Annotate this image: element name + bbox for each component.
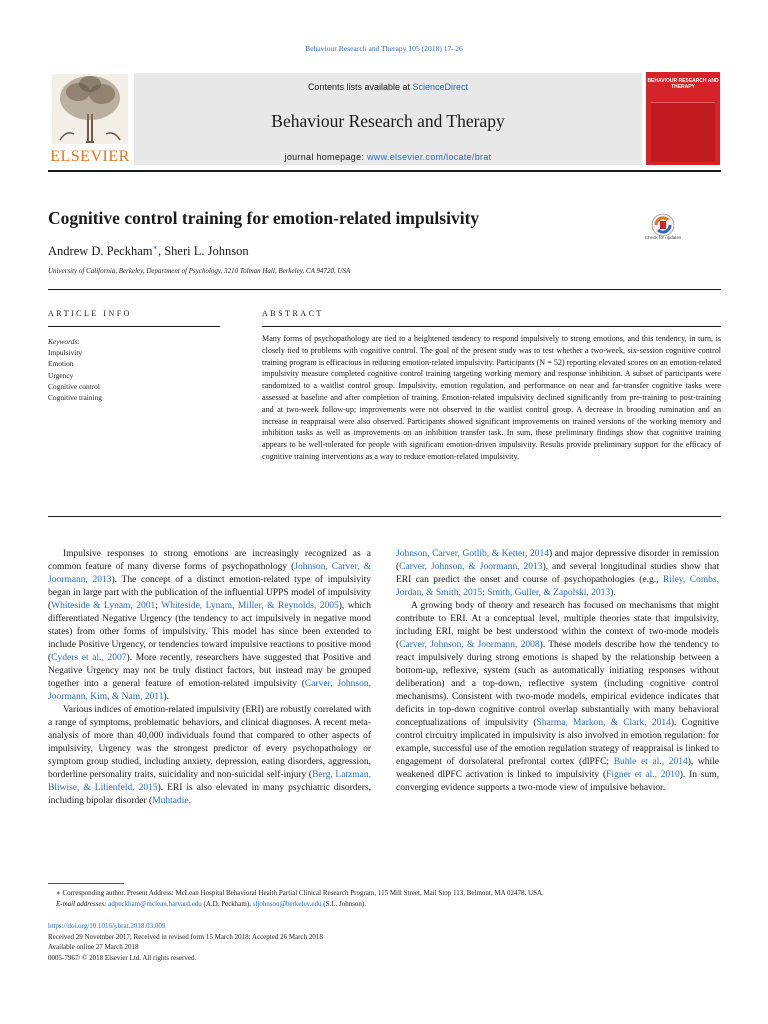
cover-title: BEHAVIOUR RESEARCH AND THERAPY	[647, 78, 719, 90]
citation-link[interactable]: Sharma, Markon, & Clark, 2014	[536, 718, 671, 728]
received-dates: Received 29 November 2017; Received in revised form 15 March 2018; Accepted 26 March 2018	[48, 932, 323, 941]
citation-link[interactable]: Carver, Johnson, & Joormann, 2013	[399, 562, 543, 572]
check-for-updates-label[interactable]: Check for updates	[644, 235, 682, 240]
cover-artwork	[651, 102, 715, 162]
citation-link[interactable]: Carver, Johnson, Joormann, Kim, & Nam, 2011	[48, 679, 371, 702]
citation-link[interactable]: Muhtadie,	[152, 796, 192, 806]
email-label: E-mail addresses:	[56, 899, 107, 908]
doi-link[interactable]: https://doi.org/10.1016/j.brat.2018.03.009	[48, 922, 166, 930]
elsevier-wordmark[interactable]: ELSEVIER	[50, 148, 130, 165]
body-column-left	[48, 548, 371, 808]
citation-link[interactable]: Buhle et al., 2014	[613, 757, 688, 767]
abstract-heading: ABSTRACT	[262, 309, 324, 318]
homepage-link[interactable]: www.elsevier.com/locate/brat	[367, 152, 492, 162]
article-title: Cognitive control training for emotion-related impulsivity	[48, 208, 480, 228]
email-link[interactable]: adpeckham@mclean.harvard.edu	[108, 899, 202, 908]
journal-masthead	[48, 70, 721, 167]
journal-info-band	[134, 73, 642, 165]
body-paragraph: A growing body of theory and research has focused on mechanisms that might contribute to ERI. At a conceptual level, multiple theories state that impulsivity, including ERI, might be best understood within the context of two-mode models (Carver, Johnson, & Joormann, 2008). These models describe how the tendency to react impulsively during strong emotions is shaped by the relationship between a bottom-up, reflexive, system (such as automatically initiating responses without deliberation) and a top-down, reflective system (including cognitive control mechanisms). Consistent with two-mode models, empirical evidence indicates that deficits in top-down cognitive control overlap substantially with many behavioral conceptualizations of impulsivity (Sharma, Markon, & Clark, 2014). Cognitive control circuitry implicated in impulsivity is also involved in emotion regulation: for example, successful use of the emotion regulation strategy of reappraisal is linked to engagement of dorsolateral prefrontal cortex (dlPFC; Buhle et al., 2014), while weakened dlPFC activation is linked to impulsivity (Figner et al., 2010). In sum, converging evidence supports a two-mode view of impulsive behavior.	[396, 601, 720, 793]
keyword-item: Impulsivity	[48, 348, 83, 358]
keyword-item: Cognitive control	[48, 381, 100, 391]
author-name[interactable]: Andrew D. Peckham	[48, 244, 153, 259]
citation-link[interactable]: Cyders et al., 2007	[51, 653, 127, 663]
check-for-updates-icon[interactable]	[642, 211, 684, 257]
body-paragraph: Johnson, Carver, Gotlib, & Ketter, 2014) and major depressive disorder in remission (Carver, Johnson, & Joormann, 2013), and several longitudinal studies show that ERI can predict the onset and course of psychopathologies (e.g., Riley, Combs, Jordan, & Smith, 2015; Smith, Guller, & Zapolski, 2013).	[396, 549, 720, 598]
abstract-text: Many forms of psychopathology are tied to a heightened tendency to respond impulsively to strong emotions, and this tendency, in turn, is closely tied to problems with cognitive control. The goal of the present study was to test whether a two-week, six-session cognitive control training program is efficacious in reducing emotion-related impulsivity. Participants (N = 52) reporting elevated scores on an emotion-related impulsivity measure completed cognitive control training targeting working memory and response inhibition. A subset of participants were randomized to a waitlist control group. Impulsivity, emotion regulation, and performance on near and far-transfer cognitive tasks were assessed at baseline and after completion of training. Emotion-related impulsivity declined significantly from pre-training to post-training and at two-week follow-up; improvements were not observed in the waitlist control group. A decrease in brooding rumination and an increase in reappraisal were also observed. Participants showed significant improvements on trained versions of the working memory and inhibition tasks as well as improvements on an inhibition transfer task. In sum, these preliminary findings show that cognitive training appears to be well-tolerated for people with significant emotion-driven impulsivity. Results provide preliminary support for the efficacy of cognitive training interventions as a way to reduce emotion-related impulsivity.	[262, 334, 721, 461]
article-info-heading: ARTICLE INFO	[48, 309, 132, 318]
corresponding-author-note: ∗ Corresponding author. Present Address: McLean Hospital Behavioral Health Partial Clinical Research Program, 115 Mill Street, Mail Stop 113, Belmont, MA 02478, USA.	[56, 889, 544, 897]
journal-homepage-line	[134, 152, 642, 162]
copyright: 0005-7967/ © 2018 Elsevier Ltd. All rights reserved.	[48, 953, 197, 962]
citation-link[interactable]: Smith, Guller, & Zapolski, 2013	[487, 588, 611, 598]
body-paragraph: Impulsive responses to strong emotions are increasingly recognized as a common feature of many diverse forms of psychopathology (Johnson, Carver, & Joormann, 2013). The concept of a distinct emotion-related type of impulsivity began in large part with the publication of the influential UPPS model of impulsivity (Whiteside & Lynam, 2001; Whiteside, Lynam, Miller, & Reynolds, 2005), which differentiated Negative Urgency (the tendency to act impulsively in negative mood states) from other forms of impulsivity. This model has since been extended to include Positive Urgency, or tendencies toward impulsive reactions to positive mood (Cyders et al., 2007). More recently, researchers have suggested that Positive and Negative Urgency may not be truly distinct factors, but instead may be grouped together into a general feature of emotion-related impulsivity (Carver, Johnson, Joormann, Kim, & Nam, 2011).	[48, 549, 372, 702]
publication-info	[48, 921, 323, 963]
citation-link[interactable]: Figner et al., 2010	[606, 770, 680, 780]
info-bottom-divider	[48, 516, 721, 517]
citation-link[interactable]: Johnson, Carver, & Joormann, 2013	[48, 562, 372, 585]
citation-link[interactable]: Riley, Combs, Jordan, & Smith, 2015	[396, 575, 719, 598]
body-paragraph: Various indices of emotion-related impulsivity (ERI) are robustly correlated with a range of symptoms, problematic behaviors, and clinical diagnoses. A recent meta-analysis of more than 40,000 individuals found that compared to other aspects of impulsivity, Urgency was the strongest predictor of every psychopathology or symptom group studied, including anxiety, depression, eating disorders, aggression, borderline personality traits, suicidality and non-suicidal self-injury (Berg, Latzman, Bliwise, & Lilienfeld, 2015). ERI is also elevated in many psychiatric disorders, including bipolar disorder (Muhtadie,	[48, 705, 371, 806]
author-separator: ,	[157, 244, 165, 259]
keyword-item: Cognitive training	[48, 393, 102, 403]
author-name[interactable]: Sheri L. Johnson	[164, 244, 249, 259]
citation-link[interactable]: Whiteside, Lynam, Miller, & Reynolds, 2005	[161, 601, 339, 611]
citation-link[interactable]: Carver, Johnson, & Joormann, 2008	[399, 640, 540, 650]
footnote-mark: ∗	[56, 889, 61, 897]
keyword-item: Urgency	[48, 370, 74, 380]
keyword-item: Emotion	[48, 359, 74, 369]
citation-link[interactable]: Whiteside & Lynam, 2001	[51, 601, 156, 611]
footnote	[48, 888, 721, 909]
article-info-divider	[48, 326, 220, 327]
corresponding-author-mark[interactable]: ∗	[152, 243, 158, 252]
info-top-divider	[48, 289, 721, 290]
footnote-divider	[48, 883, 124, 884]
online-date: Available online 27 March 2018	[48, 943, 139, 951]
keywords-list	[48, 336, 102, 403]
header-divider	[48, 170, 721, 172]
sciencedirect-link[interactable]: ScienceDirect	[412, 82, 469, 92]
author-affiliation: University of California, Berkeley, Department of Psychology, 3210 Tolman Hall, Berkeley, CA 94720, USA	[48, 267, 351, 275]
keywords-label: Keywords:	[48, 337, 80, 346]
journal-cover-thumbnail[interactable]	[646, 72, 720, 165]
journal-name: Behaviour Research and Therapy	[271, 111, 505, 131]
citation-link[interactable]: Johnson, Carver, Gotlib, & Ketter, 2014	[396, 549, 549, 559]
homepage-label: journal homepage:	[284, 152, 365, 162]
email-addresses: E-mail addresses: adpeckham@mclean.harvard.edu (A.D. Peckham), sljohnson@berkeley.edu (S.L. Johnson).	[56, 899, 367, 908]
abstract-divider	[262, 326, 721, 327]
journal-citation-link[interactable]: Behaviour Research and Therapy 105 (2018) 17–26	[305, 44, 463, 53]
contents-prefix: Contents lists available at	[307, 82, 410, 92]
contents-line	[134, 82, 642, 92]
author-list	[48, 243, 249, 259]
citation-link[interactable]: Berg, Latzman, Bliwise, & Lilienfeld, 2015	[48, 770, 371, 793]
email-link[interactable]: sljohnson@berkeley.edu	[252, 899, 322, 908]
body-column-right	[396, 548, 719, 795]
